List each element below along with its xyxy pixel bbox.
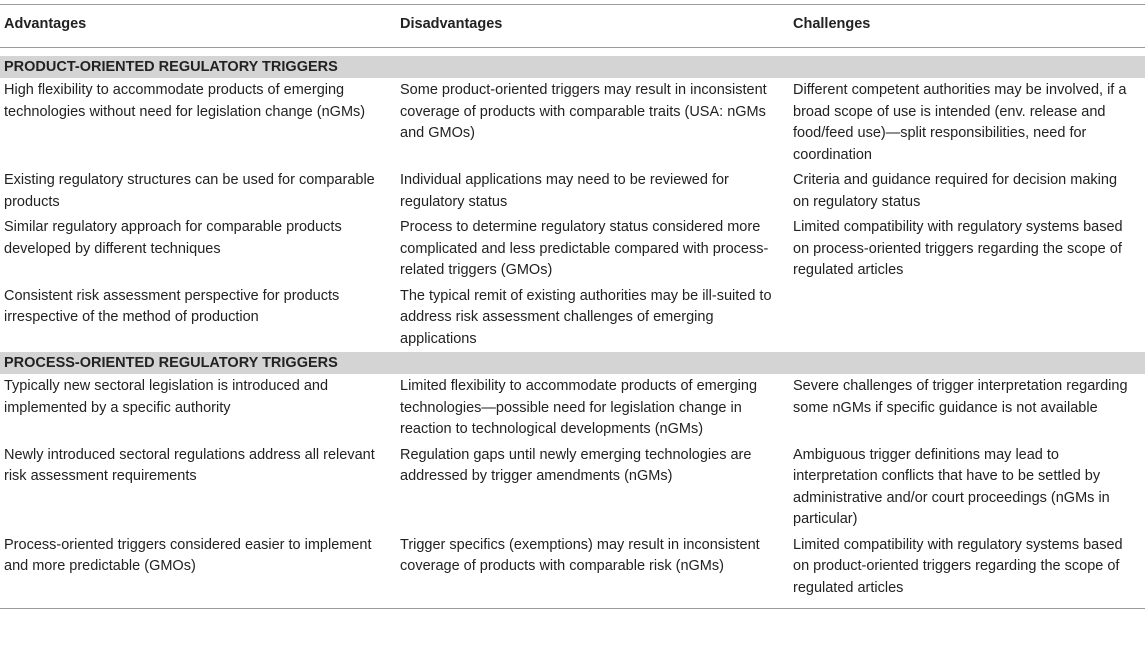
- disadvantage-cell: Trigger specifics (exemptions) may result in inconsistent coverage of products with comparable risk (nGMs): [400, 536, 760, 574]
- disadvantage-cell: Limited flexibility to accommodate products of emerging technologies—possible need for legislation change in reaction to technological developments (nGMs): [400, 378, 758, 437]
- challenge-cell: Ambiguous trigger definitions may lead to interpretation conflicts that have to be settled by administrative and/or court proceedings (nGMs in particular): [793, 446, 1110, 527]
- advantage-cell: Similar regulatory approach for comparable products developed by different techniques: [4, 219, 342, 257]
- disadvantage-cell: The typical remit of existing authorities may be ill-suited to address risk assessment challenges of emerging applications: [400, 287, 772, 347]
- disadvantage-cell: Individual applications may need to be reviewed for regulatory status: [400, 172, 729, 210]
- challenge-cell: [789, 284, 1145, 353]
- section-title: PRODUCT-ORIENTED REGULATORY TRIGGERS: [0, 56, 1145, 78]
- disadvantage-cell: Some product-oriented triggers may result in inconsistent coverage of products with comparable traits (USA: nGMs and GMOs): [400, 82, 767, 141]
- header-disadvantages: Disadvantages: [400, 16, 503, 32]
- section-title: PROCESS-ORIENTED REGULATORY TRIGGERS: [0, 352, 1145, 374]
- disadvantage-cell: Regulation gaps until newly emerging technologies are addressed by trigger amendments (nGMs): [400, 446, 752, 484]
- section-header-process: [0, 352, 1145, 374]
- disadvantage-cell: Process to determine regulatory status considered more complicated and less predictable compared with process-related triggers (GMOs): [400, 219, 769, 278]
- table-row: [0, 374, 1145, 443]
- advantage-cell: High flexibility to accommodate products of emerging technologies without need for legislation change (nGMs): [4, 82, 366, 120]
- challenge-cell: Limited compatibility with regulatory systems based on process-oriented triggers regarding the scope of regulated articles: [793, 219, 1123, 278]
- advantage-cell: Process-oriented triggers considered easier to implement and more predictable (GMOs): [4, 536, 372, 574]
- advantage-cell: Existing regulatory structures can be used for comparable products: [4, 172, 375, 210]
- challenge-cell: Criteria and guidance required for decision making on regulatory status: [793, 172, 1118, 210]
- advantage-cell: Consistent risk assessment perspective for products irrespective of the method of production: [4, 287, 340, 325]
- table-row: [0, 284, 1145, 353]
- section-header-product: [0, 56, 1145, 78]
- header-row: [0, 5, 1145, 48]
- challenge-cell: Limited compatibility with regulatory systems based on product-oriented triggers regarding the scope of regulated articles: [793, 536, 1123, 596]
- table-row: [0, 168, 1145, 215]
- advantage-cell: Typically new sectoral legislation is introduced and implemented by a specific authority: [4, 378, 329, 416]
- advantage-cell: Newly introduced sectoral regulations address all relevant risk assessment requirements: [4, 446, 375, 484]
- comparison-table: [0, 4, 1145, 609]
- header-advantages: Advantages: [4, 16, 87, 32]
- table-row: [0, 78, 1145, 168]
- header-challenges: Challenges: [793, 16, 871, 32]
- challenge-cell: Different competent authorities may be involved, if a broad scope of use is intended (env. release and food/feed use)—split responsibilities, need for coordination: [793, 82, 1127, 163]
- table-row: [0, 215, 1145, 284]
- table-row: [0, 443, 1145, 533]
- challenge-cell: Severe challenges of trigger interpretation regarding some nGMs if specific guidance is not available: [793, 378, 1128, 416]
- table-row: [0, 533, 1145, 609]
